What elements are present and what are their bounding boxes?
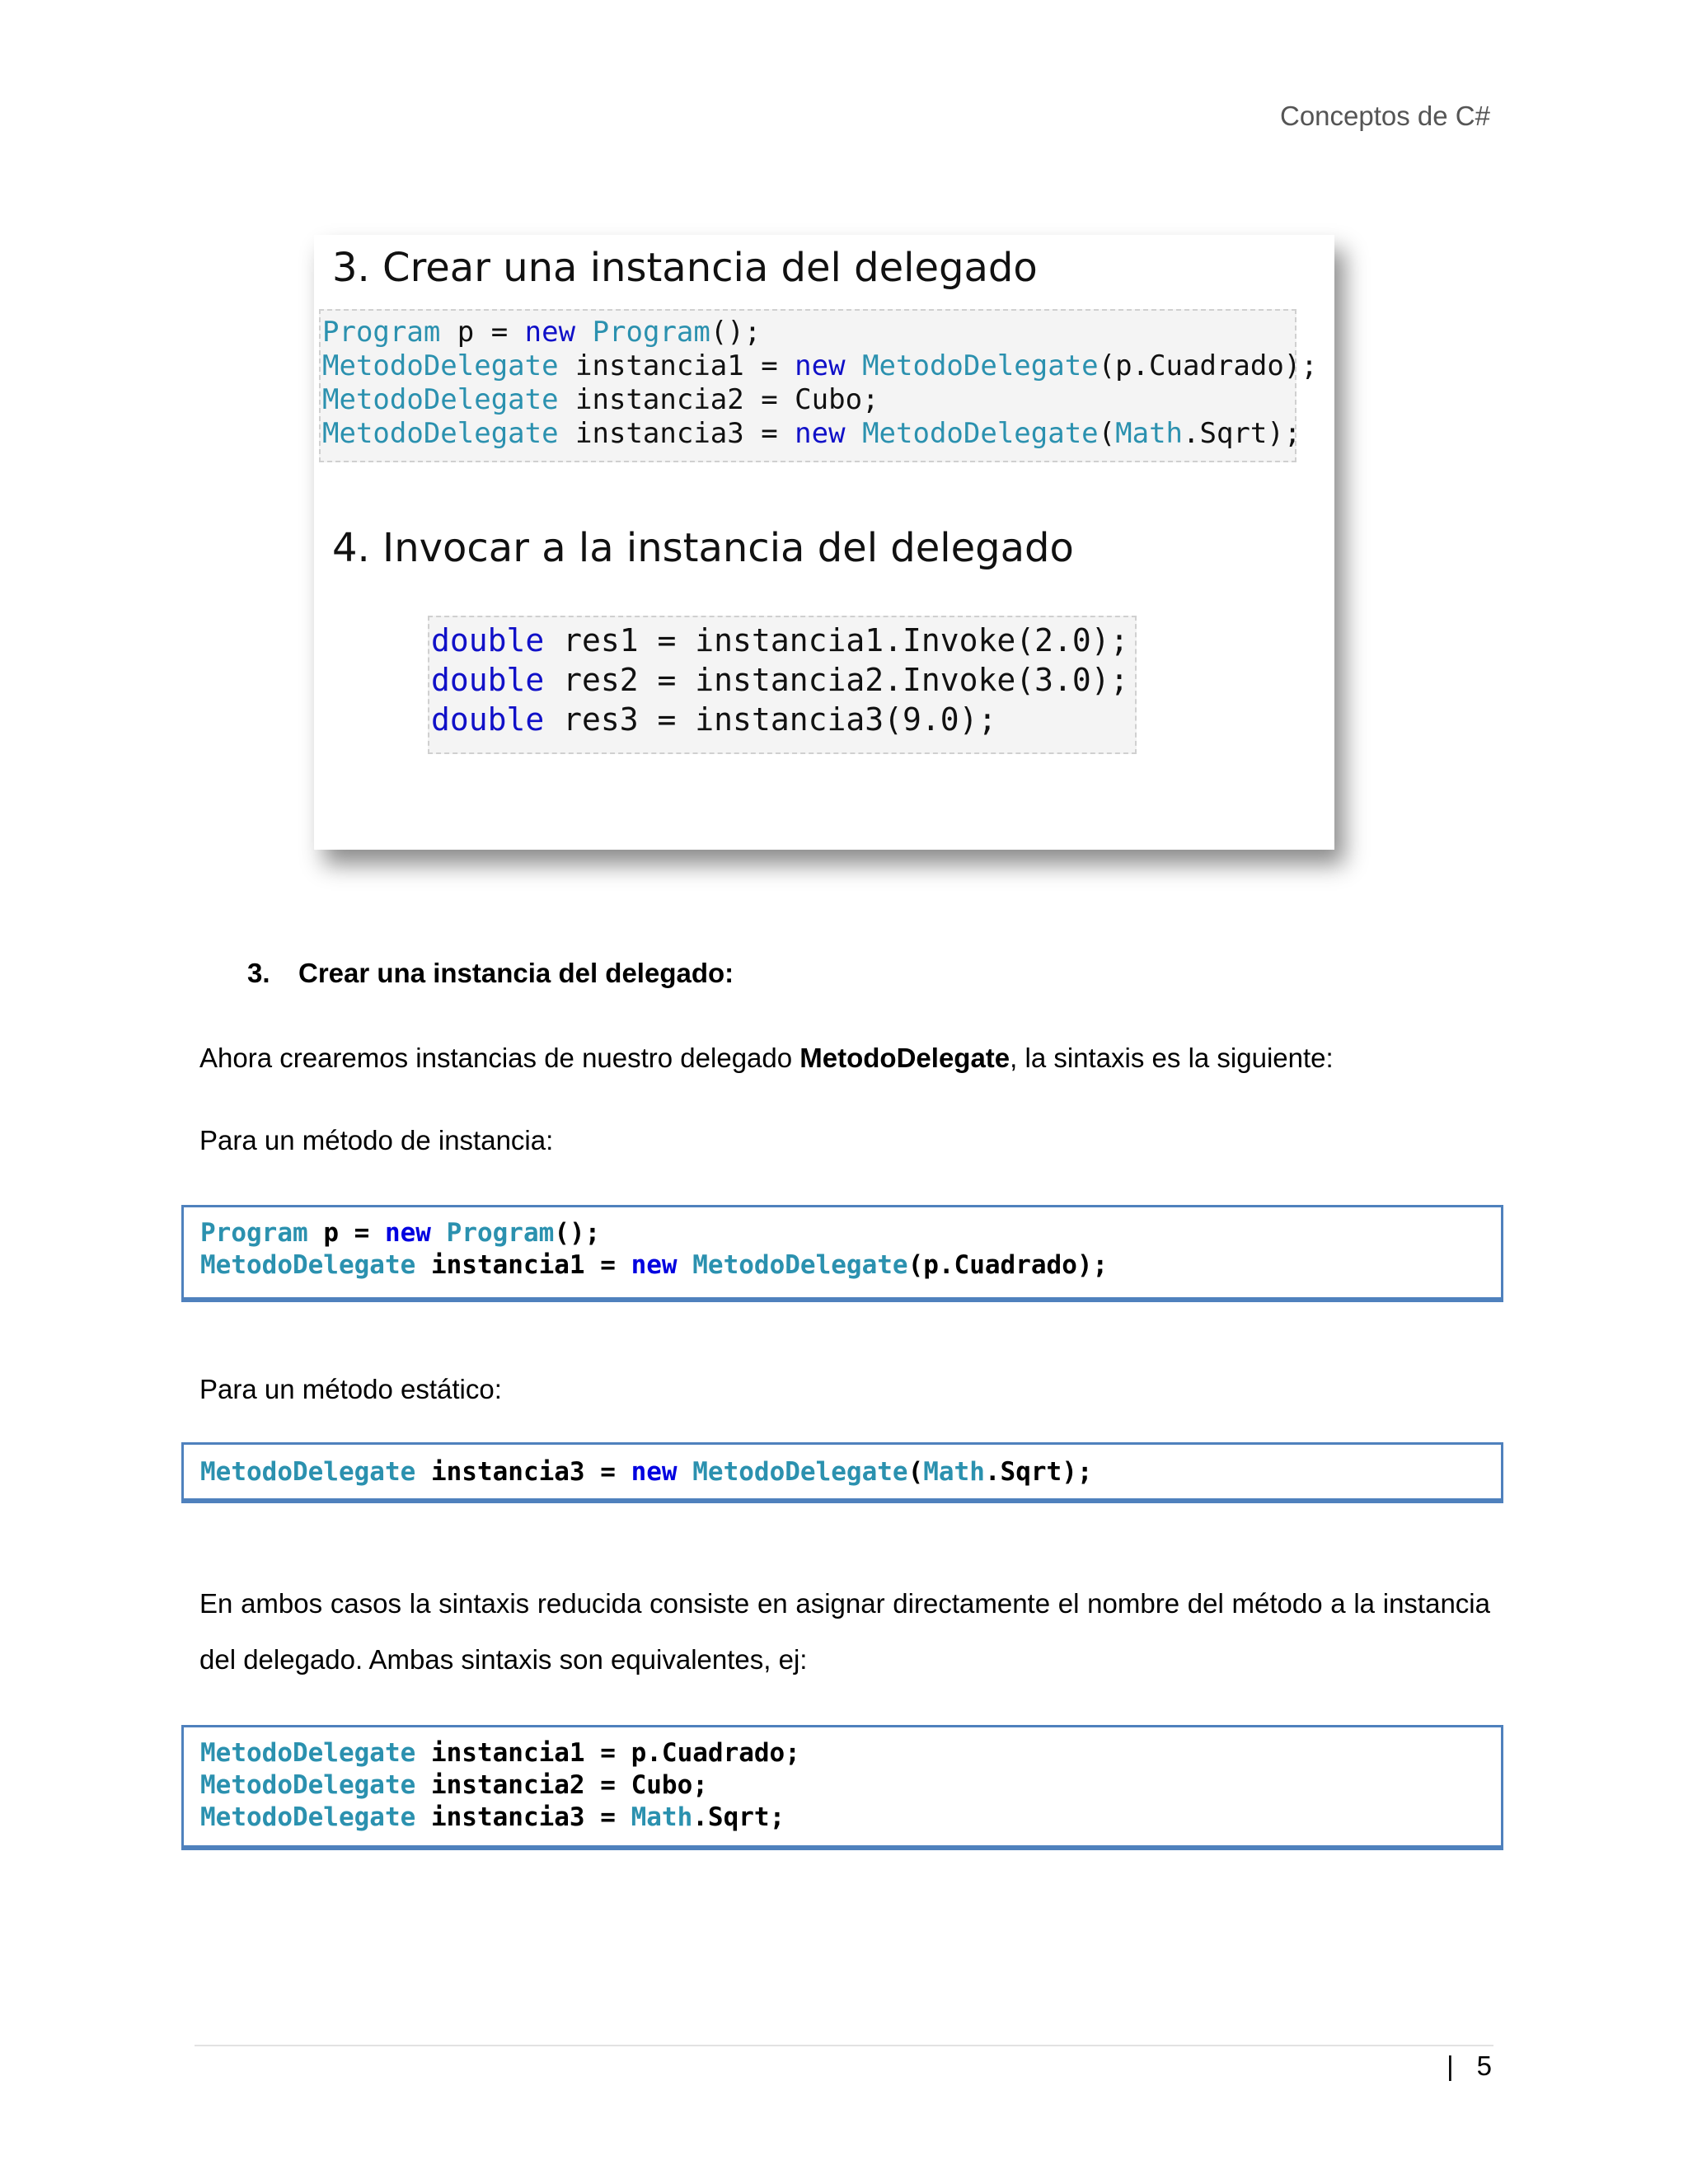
code-line xyxy=(200,1249,1501,1282)
code-line xyxy=(431,660,1135,700)
code-text xyxy=(846,349,862,382)
code-type: MetodoDelegate xyxy=(200,1250,416,1280)
code-text: instancia2 = Cubo; xyxy=(415,1770,708,1800)
paragraph-short-syntax: En ambos casos la sintaxis reducida consiste en asignar directamente el nombre del método a la instancia del delegado. Ambas sintaxis son equivalentes, ej: xyxy=(199,1588,1490,1675)
figure-code-block-invoke xyxy=(428,616,1137,754)
code-type: Program xyxy=(592,316,710,349)
code-text: res2 = instancia2.Invoke(3.0); xyxy=(544,662,1129,698)
code-text xyxy=(575,316,592,349)
code-line xyxy=(200,1456,1501,1488)
code-box-static-method xyxy=(181,1442,1503,1503)
code-line xyxy=(322,349,1318,383)
page-number-value: 5 xyxy=(1476,2050,1492,2081)
code-text: ( xyxy=(907,1457,924,1487)
code-line xyxy=(200,1802,1501,1834)
page-number xyxy=(1447,2050,1492,2082)
code-keyword: new xyxy=(631,1457,678,1487)
code-keyword: new xyxy=(631,1250,678,1280)
code-line xyxy=(322,316,1295,349)
code-text: res1 = instancia1.Invoke(2.0); xyxy=(544,622,1129,658)
code-text: .Sqrt); xyxy=(1183,417,1301,450)
footer-divider xyxy=(195,2045,1493,2046)
page-number-separator: | xyxy=(1447,2050,1454,2081)
code-type: MetodoDelegate xyxy=(200,1738,416,1768)
code-text: instancia2 = Cubo; xyxy=(558,383,879,416)
figure-heading-invoke-instance: 4. Invocar a la instancia del delegado xyxy=(332,525,1074,571)
code-line xyxy=(200,1737,1501,1769)
section-heading xyxy=(247,958,734,989)
code-text: res3 = instancia3(9.0); xyxy=(544,701,997,738)
code-text: instancia1 = p.Cuadrado; xyxy=(415,1738,800,1768)
code-keyword: double xyxy=(431,662,545,698)
code-type: MetodoDelegate xyxy=(862,417,1099,450)
code-text xyxy=(431,1218,447,1248)
code-type: Program xyxy=(200,1218,308,1248)
paragraph-static-method: Para un método estático: xyxy=(199,1374,502,1404)
code-box-short-syntax xyxy=(181,1725,1503,1850)
paragraph-intro-text: Ahora crearemos instancias de nuestro delegado xyxy=(199,1043,800,1073)
figure-heading-create-instance: 3. Crear una instancia del delegado xyxy=(332,245,1038,291)
code-box-instance-method xyxy=(181,1205,1503,1302)
code-text xyxy=(678,1457,693,1487)
code-type: MetodoDelegate xyxy=(692,1250,908,1280)
code-text: p = xyxy=(307,1218,385,1248)
code-keyword: new xyxy=(524,316,576,349)
code-text: instancia3 = xyxy=(558,417,795,450)
code-screenshot-figure xyxy=(314,235,1334,850)
code-text: p = xyxy=(440,316,525,349)
code-type: Program xyxy=(446,1218,555,1248)
code-line xyxy=(322,383,1295,417)
delegate-name-bold: MetodoDelegate xyxy=(799,1043,1010,1073)
code-keyword: double xyxy=(431,622,545,658)
code-text: instancia3 = xyxy=(415,1457,631,1487)
code-line xyxy=(431,621,1135,660)
section-title: Crear una instancia del delegado: xyxy=(298,958,734,988)
paragraph-instance-method: Para un método de instancia: xyxy=(199,1125,554,1155)
code-text: (p.Cuadrado); xyxy=(907,1250,1109,1280)
code-type: MetodoDelegate xyxy=(200,1457,416,1487)
code-text xyxy=(846,417,862,450)
code-line xyxy=(322,417,1301,451)
code-type: Math xyxy=(923,1457,985,1487)
code-text: .Sqrt); xyxy=(984,1457,1093,1487)
code-keyword: new xyxy=(795,417,846,450)
code-text: ( xyxy=(1098,417,1116,450)
code-type: MetodoDelegate xyxy=(322,417,559,450)
code-text: instancia1 = xyxy=(558,349,795,382)
code-type: MetodoDelegate xyxy=(200,1770,416,1800)
code-text: instancia1 = xyxy=(415,1250,631,1280)
code-text: instancia3 = xyxy=(415,1802,631,1832)
figure-code-block-create xyxy=(319,309,1318,462)
code-keyword: new xyxy=(384,1218,431,1248)
code-type: Math xyxy=(1115,417,1184,450)
code-keyword: new xyxy=(795,349,846,382)
code-text: (); xyxy=(710,316,762,349)
code-type: MetodoDelegate xyxy=(322,383,559,416)
code-text: (); xyxy=(554,1218,601,1248)
code-type: MetodoDelegate xyxy=(200,1802,416,1832)
code-type: MetodoDelegate xyxy=(692,1457,908,1487)
section-number: 3. xyxy=(247,958,270,988)
paragraph-intro xyxy=(199,1030,1490,1086)
code-text: .Sqrt; xyxy=(692,1802,785,1832)
paragraph-intro-tail: , la sintaxis es la siguiente: xyxy=(1010,1043,1334,1073)
code-type: MetodoDelegate xyxy=(862,349,1099,382)
page-header-title: Conceptos de C# xyxy=(1280,101,1490,131)
code-text xyxy=(678,1250,693,1280)
code-text: (p.Cuadrado); xyxy=(1098,349,1318,382)
code-line xyxy=(200,1769,1501,1802)
code-line xyxy=(200,1217,1501,1249)
code-type: MetodoDelegate xyxy=(322,349,559,382)
code-type: Program xyxy=(322,316,441,349)
code-keyword: double xyxy=(431,701,545,738)
code-line xyxy=(431,700,1135,739)
code-type: Math xyxy=(631,1802,693,1832)
